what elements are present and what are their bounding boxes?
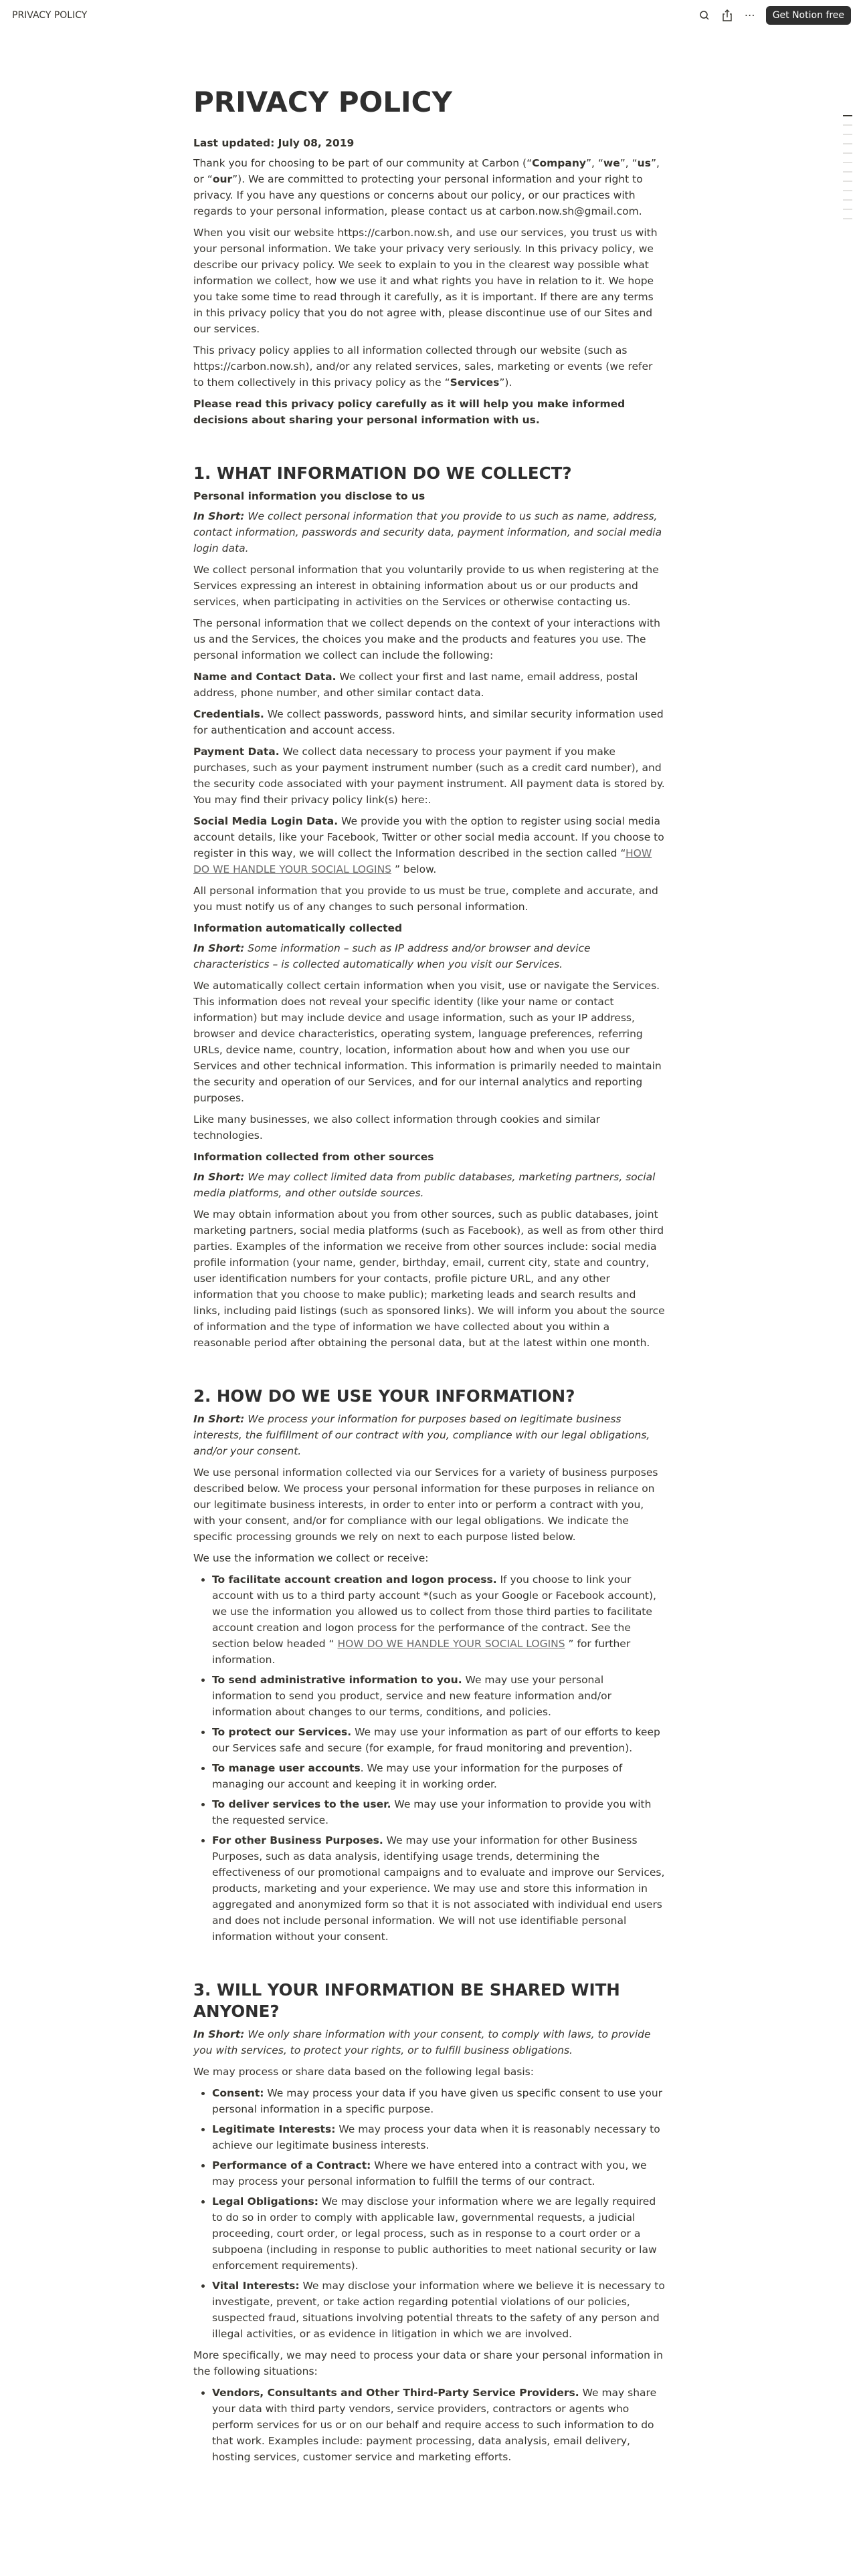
text-run: Where we have entered into a contract with you, we may process your personal information to fulfill the terms of our contract.	[212, 2159, 647, 2187]
search-icon[interactable]	[698, 9, 711, 22]
paragraph	[193, 2347, 666, 2379]
text-run: More specifically, we may need to process your data or share your personal information in the following situations:	[193, 2349, 663, 2377]
text-run: We may process or share data based on the following legal basis:	[193, 2065, 534, 2078]
paragraph	[193, 669, 666, 701]
paragraph	[193, 2026, 666, 2058]
paragraph	[193, 978, 666, 1106]
toc-marker[interactable]	[843, 162, 852, 163]
text-run: We automatically collect certain information when you visit, use or navigate the Services. This information does not reveal your specific identity (like your name or contact information) but may include device and usage information, such as your IP address, browser and device characteristics, operating system, language preferences, referring URLs, device name, country, location, information about how and when you use our Services and other technical information. This information is primarily needed to maintain the security and operation of our Services, and for our internal analytics and reporting purposes.	[193, 980, 662, 1105]
text-run: All personal information that you provide to us must be true, complete and accurate, and you must notify us of any changes to such personal information.	[193, 885, 658, 914]
text-run: Company	[532, 157, 586, 170]
paragraph	[193, 813, 666, 877]
toc-marker[interactable]	[843, 134, 852, 135]
text-run: Like many businesses, we also collect information through cookies and similar technologies.	[193, 1113, 601, 1142]
top-actions	[698, 6, 851, 25]
text-run: Last updated: July 08, 2019	[193, 137, 355, 150]
share-icon[interactable]	[721, 9, 734, 22]
text-run: Please read this privacy policy carefully as it will help you make informed decisions about sharing your personal information with us.	[193, 398, 626, 427]
text-run: For other Business Purposes.	[212, 1834, 383, 1847]
paragraph	[193, 225, 666, 337]
text-run: We may disclose your information where we believe it is necessary to investigate, prevent, or take action regarding potential violations of our policies, suspected fraud, situations involving potential threats to the safety of any person and illegal activities, or as evidence in litigation in which we are involved.	[212, 2279, 665, 2340]
toc-marker[interactable]	[843, 143, 852, 144]
text-run: Payment Data.	[193, 746, 280, 758]
text-run: Vital Interests:	[212, 2279, 300, 2292]
paragraph	[193, 744, 666, 808]
text-run: 1. WHAT INFORMATION DO WE COLLECT?	[193, 463, 572, 484]
text-run: Some information – such as IP address and/or browser and device characteristics – is collected automatically when you visit our Services.	[193, 942, 591, 971]
subheading	[193, 1149, 666, 1165]
text-run: 3. WILL YOUR INFORMATION BE SHARED WITH ANYONE?	[193, 1980, 620, 2021]
text-run: We may share your data with third party vendors, service providers, contractors or agents who perform services for us or on our behalf and require access to such information to do that work. Examples include: payment processing, data analysis, email delivery, hosting services, customer service and marketing efforts.	[212, 2386, 657, 2463]
text-run: We may process your data if you have given us specific consent to use your personal information in a specific purpose.	[212, 2086, 663, 2115]
table-of-contents-minimap[interactable]	[843, 115, 852, 219]
text-run: We use the information we collect or receive:	[193, 1552, 429, 1565]
paragraph	[193, 1550, 666, 1566]
text-run: ”). We are committed to protecting your personal information and your right to privacy. If you have any questions or concerns about our policy, or our practices with regards to your personal information, please contact us at carbon.now.sh@gmail.com.	[193, 173, 643, 218]
text-run: To protect our Services.	[212, 1726, 352, 1739]
text-run: We may collect limited data from public databases, marketing partners, social media platforms, and other outside sources.	[193, 1171, 656, 1200]
subheading	[193, 135, 666, 151]
list-item	[212, 1760, 666, 1792]
text-run: We use personal information collected via our Services for a variety of business purposes described below. We process your personal information for these purposes in reliance on our legitimate business interests, in order to enter into or perform a contract with you, with your consent, and/or for compliance with our legal obligations. We indicate the specific processing grounds we rely on next to each purpose listed below.	[193, 1467, 658, 1543]
paragraph	[193, 1111, 666, 1144]
text-run: We process your information for purposes based on legitimate business interests, the fulfillment of our contract with you, compliance with our legal obligations, and/or your consent.	[193, 1413, 650, 1458]
bulleted-list	[193, 2085, 666, 2342]
toc-marker[interactable]	[843, 115, 852, 116]
page-title: PRIVACY POLICY	[193, 86, 452, 118]
section-link[interactable]: HOW DO WE HANDLE YOUR SOCIAL LOGINS	[193, 847, 652, 876]
bulleted-list	[193, 2385, 666, 2465]
text-run: In Short:	[193, 2028, 245, 2040]
section-heading	[193, 463, 666, 484]
list-item	[212, 1672, 666, 1720]
section-link[interactable]: HOW DO WE HANDLE YOUR SOCIAL LOGINS	[337, 1638, 565, 1650]
text-run: We provide you with the option to register using social media account details, like your Facebook, Twitter or other social media account. If you choose to register in this way, we will collect the Information described in the section called “	[193, 815, 664, 860]
text-run: In Short:	[193, 1413, 245, 1426]
subheading	[193, 920, 666, 936]
text-run: 2. HOW DO WE USE YOUR INFORMATION?	[193, 1386, 575, 1406]
toc-marker[interactable]	[843, 209, 852, 210]
text-run: ”, “	[585, 157, 603, 170]
list-item	[212, 2385, 666, 2465]
text-run: Services	[450, 377, 500, 389]
text-run: In Short:	[193, 510, 245, 523]
text-run: Legitimate Interests:	[212, 2123, 336, 2135]
text-run: We may use your personal information to send you product, service and new feature information and/or information about changes to our terms, conditions, and policies.	[212, 1674, 611, 1719]
text-run: We collect passwords, password hints, and similar security information used for authentication and account access.	[193, 708, 664, 737]
paragraph	[193, 2064, 666, 2080]
text-run: This privacy policy applies to all information collected through our website (such as https://carbon.now.sh), and/or any related services, sales, marketing or events (we refer to them collectively in this privacy policy as the “	[193, 344, 653, 389]
paragraph	[193, 615, 666, 663]
toc-marker[interactable]	[843, 190, 852, 191]
text-run: We may use your information to provide you with the requested service.	[212, 1798, 652, 1827]
text-run: . We may use your information for the purposes of managing our account and keeping it in working order.	[212, 1762, 623, 1791]
text-run: Social Media Login Data.	[193, 815, 339, 828]
paragraph	[193, 1169, 666, 1201]
bulleted-list	[193, 1572, 666, 1945]
text-run: We collect personal information that you voluntarily provide to us when registering at the Services expressing an interest in obtaining information about us or our products and services, when participating in activities on the Services or otherwise contacting us.	[193, 564, 659, 609]
text-run: Personal information you disclose to us	[193, 490, 425, 503]
text-run: If you choose to link your account with us to a third party account *(such as your Google or Facebook account), we use the information you allowed us to collect from those third parties to facilitate account creation and logon process for the performance of the contract. See the section below headed “	[212, 1574, 656, 1650]
list-item	[212, 1724, 666, 1756]
list-item	[212, 2278, 666, 2342]
text-run: Legal Obligations:	[212, 2195, 318, 2208]
text-run: our	[212, 173, 233, 186]
text-run: To send administrative information to you.	[212, 1674, 462, 1687]
toc-marker[interactable]	[843, 152, 852, 154]
paragraph	[193, 1206, 666, 1351]
text-run: Credentials.	[193, 708, 264, 721]
text-run: We may use your information as part of our efforts to keep our Services safe and secure (for example, for fraud monitoring and prevention).	[212, 1726, 660, 1755]
text-run: Vendors, Consultants and Other Third-Party Service Providers.	[212, 2386, 579, 2399]
text-run: us	[637, 157, 651, 170]
toc-marker[interactable]	[843, 181, 852, 182]
list-item	[212, 2121, 666, 2153]
paragraph	[193, 883, 666, 915]
text-run: We only share information with your consent, to comply with laws, to provide you with services, to protect your rights, or to fulfill business obligations.	[193, 2028, 651, 2056]
more-icon[interactable]: ⋯	[744, 9, 755, 21]
paragraph	[193, 396, 666, 428]
text-run: The personal information that we collect depends on the context of your interactions with us and the Services, the choices you make and the products and features you use. The personal information we collect can include the following:	[193, 617, 660, 662]
section-heading	[193, 1979, 666, 2022]
text-run: In Short:	[193, 1171, 245, 1184]
text-run: Performance of a Contract:	[212, 2159, 371, 2171]
breadcrumb[interactable]: PRIVACY POLICY	[12, 9, 88, 21]
section-heading	[193, 1386, 666, 1407]
text-run: In Short:	[193, 942, 245, 955]
text-run: To manage user accounts	[212, 1762, 361, 1775]
text-run: To deliver services to the user.	[212, 1798, 391, 1811]
text-run: We may process your data when it is reasonably necessary to achieve our legitimate business interests.	[212, 2123, 660, 2151]
text-run: ”).	[499, 377, 512, 389]
text-run: ”, or “	[193, 157, 660, 186]
text-run: ” below.	[391, 863, 437, 876]
topbar	[0, 0, 859, 30]
text-run: We collect your first and last name, email address, postal address, phone number, and other similar contact data.	[193, 671, 638, 700]
paragraph	[193, 562, 666, 610]
paragraph	[193, 706, 666, 738]
list-item	[212, 2193, 666, 2274]
toc-marker[interactable]	[843, 199, 852, 201]
toc-marker[interactable]	[843, 124, 852, 126]
text-run: We may use your information for other Business Purposes, such as data analysis, identifying usage trends, determining the effectiveness of our promotional campaigns and to evaluate and improve our Services, products, marketing and your experience. We may use and store this information in aggregated and anonymized form so that it is not associated with individual end users and does not include personal information. We will not use identifiable personal information without your consent.	[212, 1834, 665, 1943]
text-run: Name and Contact Data.	[193, 671, 337, 683]
toc-marker[interactable]	[843, 171, 852, 173]
text-run: ”, “	[619, 157, 638, 170]
text-run: Thank you for choosing to be part of our community at Carbon (“	[193, 157, 533, 170]
paragraph	[193, 940, 666, 972]
page-body	[193, 135, 666, 2464]
text-run: We may obtain information about you from other sources, such as public databases, joint marketing partners, social media platforms (such as Facebook), as well as from other third parties. Examples of the information we receive from other sources include: social media profile information (your name, gender, birthday, email, current city, state and country, user identification numbers for your contacts, profile picture URL, and any other information that you choose to make public); marketing leads and search results and links, including paid listings (such as sponsored links). We will inform you about the source of information and the type of information we have collected about you within a reasonable period after obtaining the personal data, but at the latest within one month.	[193, 1208, 665, 1350]
list-item	[212, 2157, 666, 2189]
text-run: Information collected from other sources	[193, 1151, 434, 1164]
list-item	[212, 1796, 666, 1828]
paragraph	[193, 508, 666, 556]
list-item	[212, 1832, 666, 1945]
get-notion-free-button[interactable]: Get Notion free	[766, 6, 851, 25]
paragraph	[193, 1411, 666, 1459]
text-run: When you visit our website https://carbon.now.sh, and use our services, you trust us with your personal information. We take your privacy very seriously. In this privacy policy, we describe our privacy policy. We seek to explain to you in the clearest way possible what information we collect, how we use it and what rights you have in relation to it. We hope you take some time to read through it carefully, as it is important. If there are any terms in this privacy policy that you do not agree with, please discontinue use of our Sites and our services.	[193, 227, 658, 336]
paragraph	[193, 155, 666, 219]
list-item	[212, 2085, 666, 2117]
subheading	[193, 488, 666, 504]
text-run: Consent:	[212, 2086, 264, 2099]
text-run: we	[603, 157, 620, 170]
text-run: ” for further information.	[212, 1638, 631, 1667]
paragraph	[193, 1465, 666, 1545]
text-run: We collect data necessary to process your payment if you make purchases, such as your payment instrument number (such as a credit card number), and the security code associated with your payment instrument. All payment data is stored by. You may find their privacy policy link(s) here:.	[193, 746, 665, 807]
text-run: We collect personal information that you provide to us such as name, address, contact information, passwords and security data, payment information, and social media login data.	[193, 510, 662, 555]
list-item	[212, 1572, 666, 1668]
text-run: Information automatically collected	[193, 922, 403, 935]
paragraph	[193, 342, 666, 391]
text-run: To facilitate account creation and logon process.	[212, 1574, 497, 1586]
page-content	[193, 86, 666, 2470]
toc-marker[interactable]	[843, 218, 852, 219]
text-run: We may disclose your information where we are legally required to do so in order to comply with applicable law, governmental requests, a judicial proceeding, court order, or legal process, such as in response to a court order or a subpoena (including in response to public authorities to meet national security or law enforcement requirements).	[212, 2195, 657, 2272]
